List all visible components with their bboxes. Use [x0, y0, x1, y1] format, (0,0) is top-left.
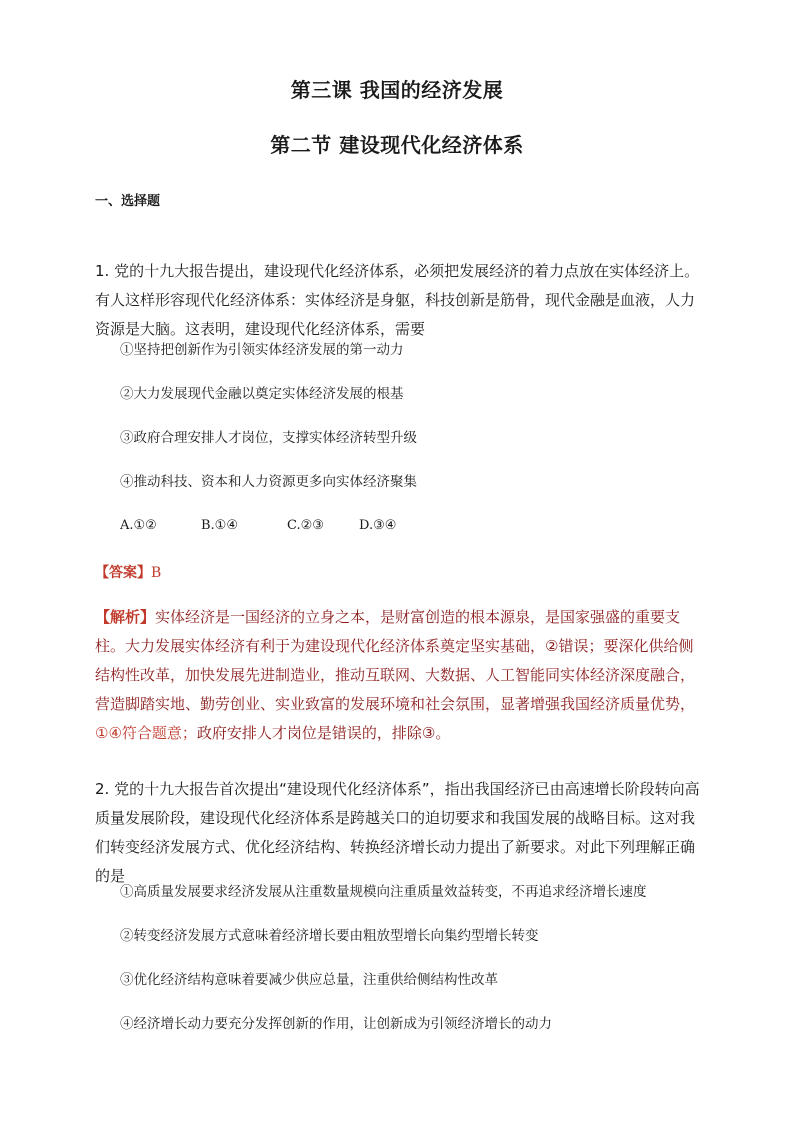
choice-a: A.①② — [120, 518, 157, 533]
question-1-choices — [120, 518, 396, 533]
section-heading: 一、选择题 — [95, 194, 161, 209]
question-1-option-3: ③政府合理安排人才岗位，支撑实体经济转型升级 — [120, 430, 417, 446]
answer-value: B — [151, 565, 162, 581]
question-2-option-2: ②转变经济发展方式意味着经济增长要由粗放型增长向集约型增长转变 — [120, 928, 539, 944]
question-2-stem: 2. 党的十九大报告首次提出“建设现代化经济体系”，指出我国经济已由高速增长阶段转向高质量发展阶段，建设现代化经济体系是跨越关口的迫切要求和我国发展的战略目标。这对我们转变经济发展方式、优化经济结构、转换经济增长动力提出了新要求。对此下列理解正确的是 — [95, 780, 700, 885]
question-1-analysis — [95, 603, 705, 748]
answer-label: 【答案】 — [95, 565, 151, 581]
question-2-option-3: ③优化经济结构意味着要减少供应总量，注重供给侧结构性改革 — [120, 972, 498, 988]
question-1-option-2: ②大力发展现代金融以奠定实体经济发展的根基 — [120, 386, 404, 402]
choice-b: B.①④ — [201, 518, 238, 533]
question-2-option-4: ④经济增长动力要充分发挥创新的作用，让创新成为引领经济增长的动力 — [120, 1016, 552, 1032]
page-title: 第三课 我国的经济发展 — [290, 78, 504, 102]
analysis-text-3: 政府安排人才岗位是错误的，排除③。 — [196, 724, 451, 742]
question-2-option-1: ①高质量发展要求经济发展从注重数量规模向注重质量效益转变，不再追求经济增长速度 — [120, 884, 647, 900]
question-1-option-1: ①坚持把创新作为引领实体经济发展的第一动力 — [120, 342, 404, 358]
question-1-stem: 1. 党的十九大报告提出，建设现代化经济体系，必须把发展经济的着力点放在实体经济上。有人这样形容现代化经济体系：实体经济是身躯，科技创新是筋骨，现代金融是血液，人力资源是大脑。这表明，建设现代化经济体系，需要 — [95, 262, 700, 338]
page-subtitle: 第二节 建设现代化经济体系 — [270, 133, 524, 157]
question-1-answer — [95, 562, 161, 582]
choice-c: C.②③ — [287, 518, 324, 533]
analysis-text-2: ①④符合题意； — [95, 724, 197, 742]
analysis-text-1: 实体经济是一国经济的立身之本，是财富创造的根本源泉，是国家强盛的重要支柱。大力发展实体经济有利于为建设现代化经济体系奠定坚实基础，②错误；要深化供给侧结构性改革，加快发展先进制造业，推动互联网、大数据、人工智能同实体经济深度融合，营造脚踏实地、勤劳创业、实业致富的发展环境和社会氛围，显著增强我国经济质量优势， — [95, 608, 696, 713]
analysis-label: 【解析】 — [95, 608, 156, 626]
choice-d: D.③④ — [359, 518, 397, 533]
question-1-option-4: ④推动科技、资本和人力资源更多向实体经济聚集 — [120, 474, 417, 490]
